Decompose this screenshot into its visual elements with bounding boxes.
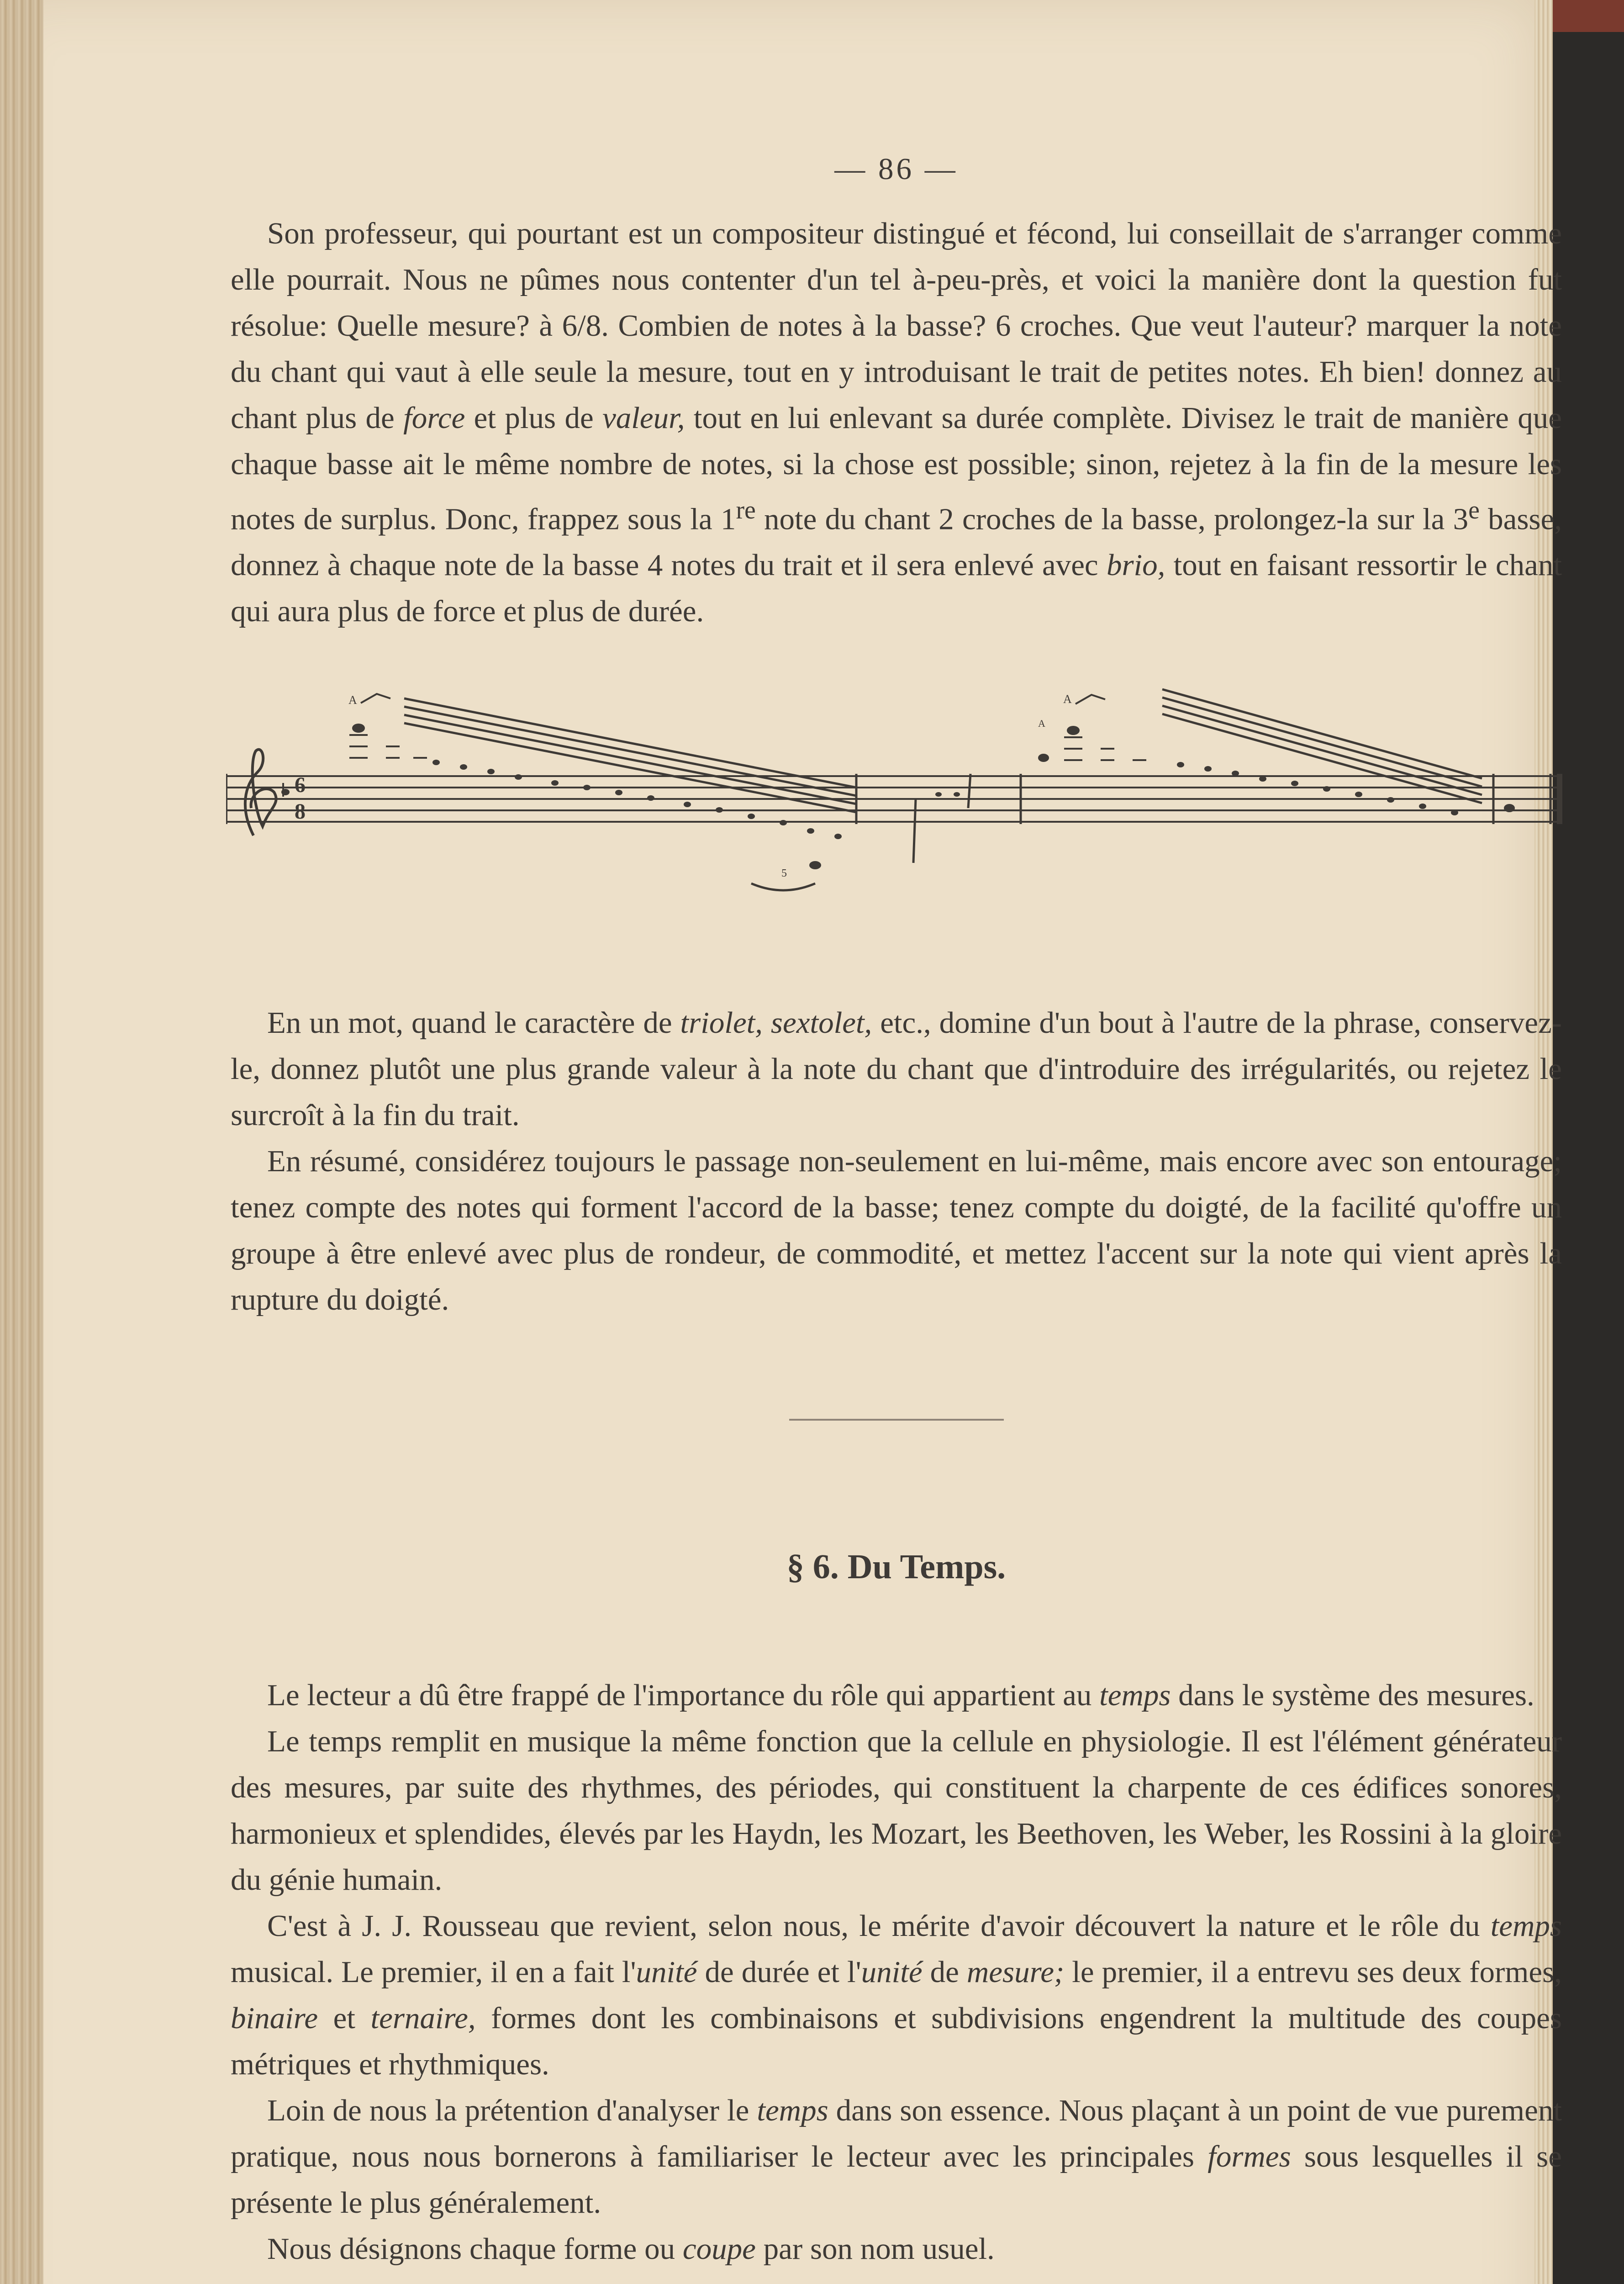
page-edge-left [0,0,43,2284]
page-text [231,146,1562,2272]
music-staff-figure [226,671,1564,973]
page-number: — 86 — [834,152,958,186]
fingering-number: 5 [781,867,787,880]
paragraph-4: Le lecteur a dû être frappé de l'importance du rôle qui appartient au temps dans le système des mesures. [267,1678,1534,1713]
accent-mark-3: A [1038,718,1045,730]
paragraph-5: Le temps remplit en musique la même fonction que la cellule en physiologie. Il est l'élément générateur des mesures, par suite des rhythmes, des périodes, qui constituent la charpente de ces édifices sonores, harmonieux et splendides, élevés par les Haydn, les Mozart, les Beethoven, les Weber, les Rossini à la gloire du génie humain. [231,1724,1562,1897]
time-signature-bottom: 8 [295,799,306,824]
cover-corner [1553,0,1624,32]
section-divider [789,1419,1004,1421]
accent-mark-2: A [1063,693,1072,706]
paragraph-6: C'est à J. J. Rousseau que revient, selon nous, le mérite d'avoir découvert la nature et le rôle du temps musical. Le premier, il en a fait l'unité de durée et l'unité de mesure; le premier, il a entrevu ses deux formes, binaire et ternaire, formes dont les combinaisons et subdivisions engendrent la multitude des coupes métriques et rhythmiques. [231,1909,1562,2082]
paragraph-1: Son professeur, qui pourtant est un compositeur distingué et fécond, lui conseillait de s'arranger comme elle pourrait. Nous ne pûmes nous contenter d'un tel à-peu-près, et voici la manière dont la question fut résolue: Quelle mesure? à 6/8. Combien de notes à la basse? 6 croches. Que veut l'auteur? marquer la note du chant qui vaut à elle seule la mesure, tout en y introduisant le trait de petites notes. Eh bien! donnez au chant plus de force et plus de valeur, tout en lui enlevant sa durée complète. Divisez le trait de manière que chaque basse ait le même nombre de notes, si la chose est possible; sinon, rejetez à la fin de la mesure les notes de surplus. Donc, frappez sous la 1re note du chant 2 croches de la basse, prolongez-la sur la 3e basse, donnez à chaque note de la basse 4 notes du trait et il sera enlevé avec brio, tout en faisant ressortir le chant qui aura plus de force et plus de durée. [231,217,1562,629]
accent-mark-1: A [348,693,357,707]
section-heading: § 6. Du Temps. [786,1548,1006,1586]
book-cover-edge [1553,0,1624,2284]
paragraph-3: En résumé, considérez toujours le passage non-seulement en lui-même, mais encore avec son entourage; tenez compte des notes qui forment l'accord de la basse; tenez compte du doigté, de la facilité qu'offre un groupe à être enlevé avec plus de rondeur, de commodité, et mettez l'accent sur la note qui vient après la rupture du doigté. [231,1144,1562,1317]
paragraph-7: Loin de nous la prétention d'analyser le temps dans son essence. Nous plaçant à un point de vue purement pratique, nous nous bornerons à familiariser le lecteur avec les principales formes sous lesquelles il se présente le plus généralement. [231,2094,1562,2220]
paragraph-2: En un mot, quand le caractère de triolet, sextolet, etc., domine d'un bout à l'autre de la phrase, conservez-le, donnez plutôt une plus grande valeur à la note du chant que d'introduire des irrégularités, ou rejetez le surcroît à la fin du trait. [231,1006,1562,1132]
time-signature-top: 6 [295,773,306,798]
music-example [231,671,1562,973]
meter-fraction: 6/8 [562,309,601,343]
paragraph-8: Nous désignons chaque forme ou coupe par son nom usuel. [267,2232,995,2266]
